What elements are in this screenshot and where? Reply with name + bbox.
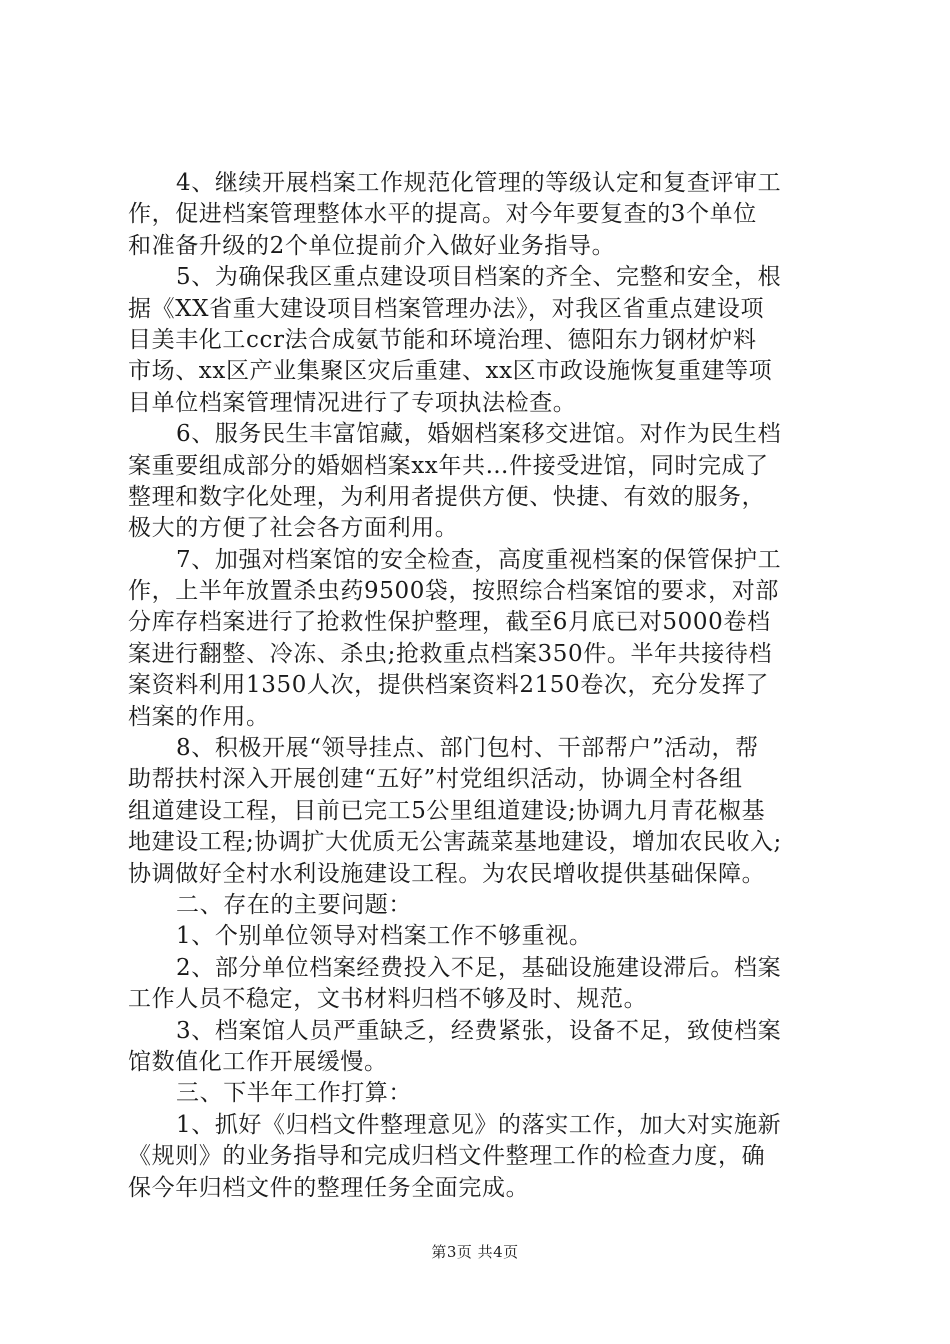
text-line: 案重要组成部分的婚姻档案xx年共…件接受进馆，同时完成了 [128, 452, 769, 479]
text-line: 档案的作用。 [128, 703, 270, 730]
text-line: 作，上半年放置杀虫药9500袋，按照综合档案馆的要求，对部 [128, 578, 779, 605]
document-body [128, 168, 828, 1204]
text-line: 4、继续开展档案工作规范化管理的等级认定和复查评审工 [176, 170, 782, 196]
text-line: 馆数值化工作开展缓慢。 [128, 1048, 388, 1075]
text-line: 二、存在的主要问题： [176, 891, 412, 918]
text-line: 3、档案馆人员严重缺乏，经费紧张，设备不足，致使档案 [176, 1017, 782, 1044]
text-line: 7、加强对档案馆的安全检查，高度重视档案的保管保护工 [176, 546, 782, 573]
text-line: 6、服务民生丰富馆藏，婚姻档案移交进馆。对作为民生档 [176, 421, 782, 448]
text-line: 地建设工程;协调扩大优质无公害蔬菜基地建设，增加农民收入; [128, 829, 782, 856]
text-line: 目单位档案管理情况进行了专项执法检查。 [128, 389, 577, 416]
text-line: 保今年归档文件的整理任务全面完成。 [128, 1174, 530, 1201]
text-line: 协调做好全村水利设施建设工程。为农民增收提供基础保障。 [128, 860, 766, 887]
text-line: 1、抓好《归档文件整理意见》的落实工作，加大对实施新 [176, 1111, 782, 1138]
text-line: 极大的方便了社会各方面利用。 [128, 515, 459, 542]
text-line: 目美丰化工ccr法合成氨节能和环境治理、德阳东力钢材炉料 [128, 326, 757, 353]
text-line: 三、下半年工作打算： [176, 1080, 412, 1107]
text-line: 5、为确保我区重点建设项目档案的齐全、完整和安全，根 [176, 264, 782, 291]
text-line: 作，促进档案管理整体水平的提高。对今年要复查的3个单位 [128, 201, 757, 228]
text-line: 组道建设工程，目前已完工5公里组道建设;协调九月青花椒基 [128, 797, 766, 824]
text-line: 分库存档案进行了抢救性保护整理，截至6月底已对5000卷档 [128, 609, 771, 636]
text-line: 据《XX省重大建设项目档案管理办法》，对我区省重点建设项 [128, 295, 765, 322]
page-footer: 第3页 共4页 [431, 1243, 519, 1261]
text-line: 整理和数字化处理，为利用者提供方便、快捷、有效的服务， [128, 483, 766, 510]
text-line: 《规则》的业务指导和完成归档文件整理工作的检查力度，确 [128, 1143, 766, 1170]
text-line: 助帮扶村深入开展创建“五好”村党组织活动，协调全村各组 [128, 766, 743, 793]
text-line: 2、部分单位档案经费投入不足，基础设施建设滞后。档案 [176, 954, 782, 981]
text-line: 和准备升级的2个单位提前介入做好业务指导。 [128, 232, 616, 259]
text-line: 案进行翻整、冷冻、杀虫;抢救重点档案350件。半年共接待档 [128, 640, 773, 667]
text-line: 8、积极开展“领导挂点、部门包村、干部帮户”活动，帮 [176, 735, 759, 762]
text-line: 1、个别单位领导对档案工作不够重视。 [176, 923, 593, 950]
text-line: 工作人员不稳定，文书材料归档不够及时、规范。 [128, 986, 648, 1013]
text-line: 案资料利用1350人次，提供档案资料2150卷次，充分发挥了 [128, 672, 770, 699]
text-line: 市场、xx区产业集聚区灾后重建、xx区市政设施恢复重建等项 [128, 358, 773, 385]
